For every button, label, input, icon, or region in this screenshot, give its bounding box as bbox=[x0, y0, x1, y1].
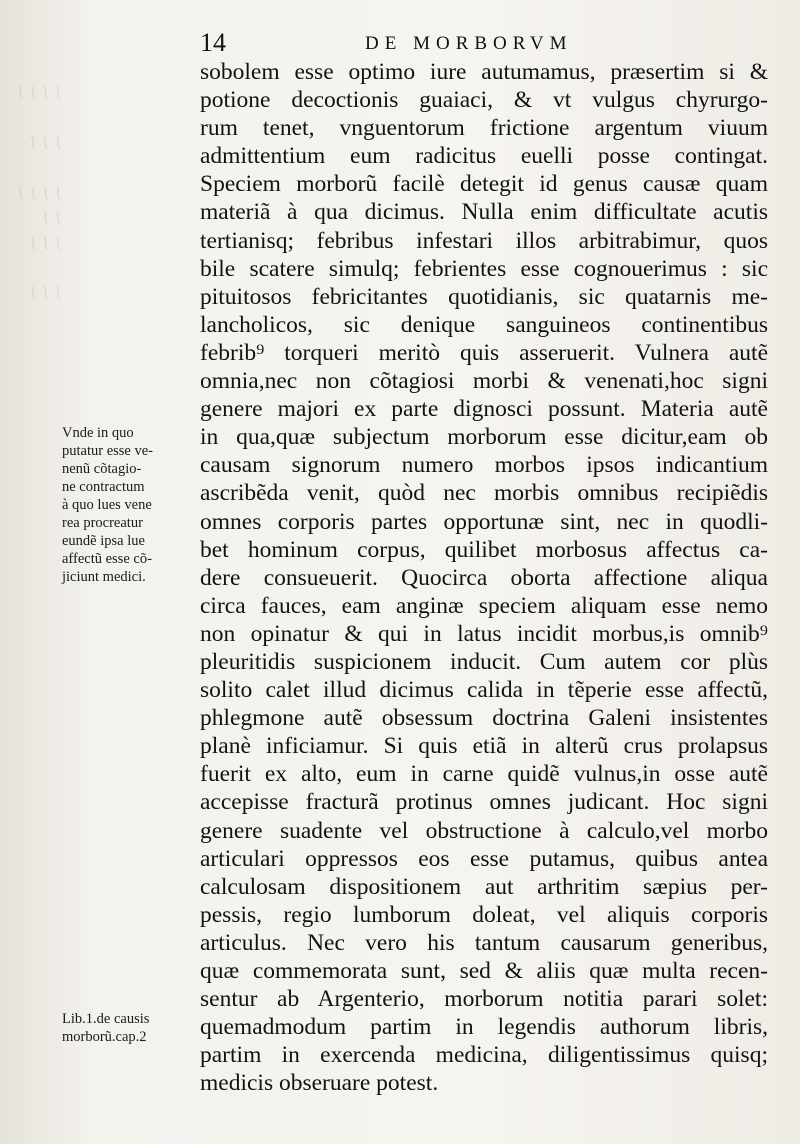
text-line: sobolem esse optimo iure autumamus, præsertim si & bbox=[200, 59, 768, 85]
text-line: fuerit ex alto, eum in carne quidẽ vulnus,in osse autẽ bbox=[200, 761, 768, 788]
text-line: quemadmodum partim in legendis authorum libris, bbox=[200, 1014, 768, 1041]
text-line: bet hominum corpus, quilibet morbosus affectus ca- bbox=[200, 536, 768, 563]
margin-note-line: morborũ.cap.2 bbox=[62, 1029, 147, 1045]
text-line: lancholicos, sic denique sanguineos continentibus bbox=[200, 311, 768, 338]
margin-note-line: jiciunt medici. bbox=[62, 569, 146, 585]
text-line: Speciem morborũ facilè detegit id genus causæ quam bbox=[200, 171, 768, 198]
text-line: genere suadente vel obstructione à calculo,vel morbo bbox=[200, 817, 768, 844]
text-line: medicis obseruare potest. bbox=[200, 1070, 439, 1097]
text-line: materiã à qua dicimus. Nulla enim difficultate acutis bbox=[200, 199, 768, 226]
text-line: planè inficiamur. Si quis etiã in alterũ crus prolapsus bbox=[200, 733, 768, 760]
text-line: febrib⁹ torqueri meritò quis asseruerit. Vulnera autẽ bbox=[200, 339, 768, 366]
text-line: articulus. Nec vero his tantum causarum generibus, bbox=[200, 929, 768, 956]
running-title: DE MORBORVM bbox=[365, 33, 573, 54]
text-line: circa fauces, eam anginæ speciem aliquam esse nemo bbox=[200, 592, 768, 619]
text-line: in qua,quæ subjectum morborum esse dicitur,eam ob bbox=[200, 424, 768, 451]
text-line: pituitosos febricitantes quotidianis, sic quatarnis me- bbox=[200, 283, 768, 310]
text-line: dere consueuerit. Quocirca oborta affectione aliqua bbox=[200, 564, 768, 591]
text-line: admittentium eum radicitus euelli posse contingat. bbox=[200, 143, 768, 170]
margin-note-line: à quo lues vene bbox=[62, 497, 152, 513]
text-line: non opinatur & qui in latus incidit morbus,is omnib⁹ bbox=[200, 620, 768, 647]
margin-note-venereal bbox=[62, 424, 198, 586]
margin-note-line: Vnde in quo bbox=[62, 425, 134, 441]
margin-note-line: affectũ esse cõ- bbox=[62, 551, 152, 567]
text-line: omnia,nec non cõtagiosi morbi & venenati,hoc signi bbox=[200, 368, 768, 395]
margin-note-line: Lib.1.de causis bbox=[62, 1011, 150, 1027]
text-line: genere majori ex parte dignosci possunt. Materia autẽ bbox=[200, 396, 768, 423]
show-through-left: ʃ ʃ ʃ ʃ ʃ ʃ ʃ ʃ ʃ ʃ ʃ ʃ ʃ ʃ ʃ ʃ ʃ ʃ ʃ bbox=[18, 84, 61, 300]
margin-note-line: eundẽ ipsa lue bbox=[62, 533, 145, 549]
main-text-block bbox=[200, 58, 768, 1097]
text-line: omnes corporis partes opportunæ sint, nec in quodli- bbox=[200, 508, 768, 535]
page-number: 14 bbox=[200, 28, 226, 57]
text-line: phlegmone autẽ obsessum doctrina Galeni insistentes bbox=[200, 705, 768, 732]
text-line: rum tenet, vnguentorum frictione argentum viuum bbox=[200, 115, 768, 142]
text-line: quæ commemorata sunt, sed & aliis quæ multa recen- bbox=[200, 958, 768, 984]
text-line: pessis, regio lumborum doleat, vel aliquis corporis bbox=[200, 901, 768, 928]
text-line: bile scatere simulq; febrientes esse cognouerimus : sic bbox=[200, 255, 768, 282]
text-line: pleuritidis suspicionem inducit. Cum autem cor plùs bbox=[200, 648, 768, 675]
margin-note-line: nenũ cõtagio- bbox=[62, 461, 142, 477]
text-line: potione decoctionis guaiaci, & vt vulgus chyrurgo- bbox=[200, 87, 768, 114]
margin-note-line: putatur esse ve- bbox=[62, 443, 153, 459]
text-line: sentur ab Argenterio, morborum notitia parari solet: bbox=[200, 986, 768, 1013]
text-line: articulari oppressos eos esse putamus, quibus antea bbox=[200, 845, 768, 872]
text-line: calculosam dispositionem aut arthritim sæpius per- bbox=[200, 873, 768, 900]
text-line: causam signorum numero morbos ipsos indicantium bbox=[200, 452, 768, 479]
text-line: accepisse fracturã protinus omnes judicant. Hoc signi bbox=[200, 789, 768, 816]
margin-note-line: ne contractum bbox=[62, 479, 145, 495]
page-header bbox=[200, 28, 766, 56]
text-line: tertianisq; febribus infestari illos arbitrabimur, quos bbox=[200, 227, 768, 254]
margin-note-citation bbox=[62, 1010, 198, 1046]
text-line: solito calet illud dicimus calida in tẽperie esse affectũ, bbox=[200, 677, 768, 704]
margin-note-line: rea procreatur bbox=[62, 515, 143, 531]
text-line: ascribẽda venit, quòd nec morbis omnibus recipiẽdis bbox=[200, 480, 768, 507]
text-line: partim in exercenda medicina, diligentissimus quisq; bbox=[200, 1042, 768, 1069]
